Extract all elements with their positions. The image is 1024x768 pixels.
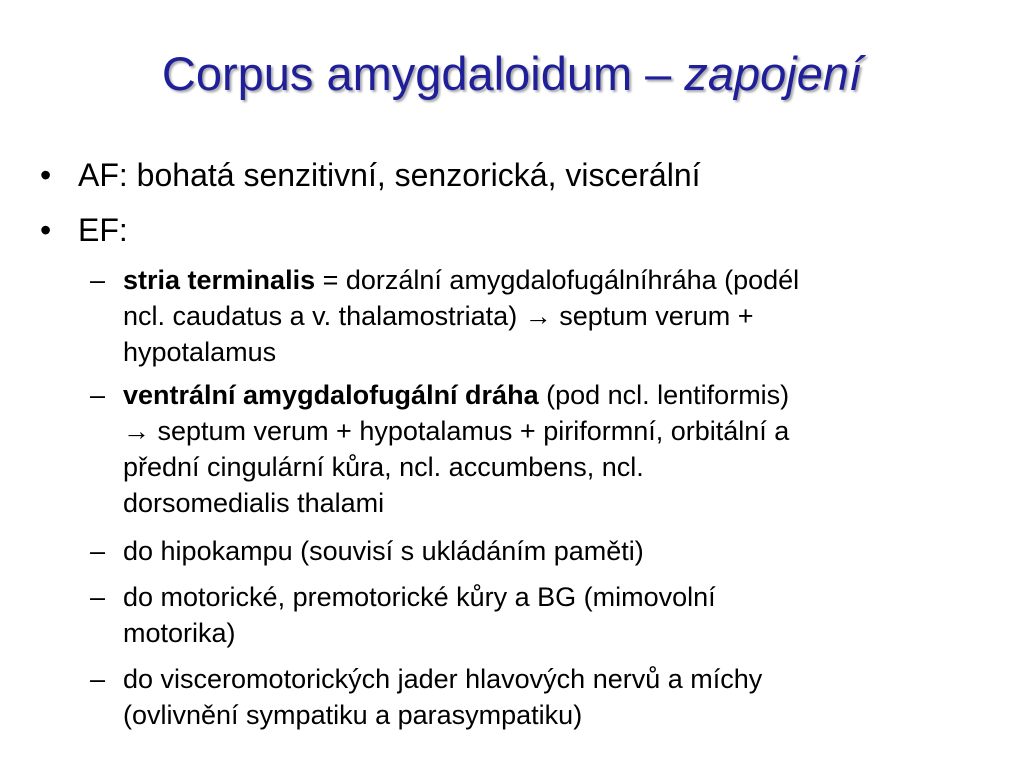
subitem-bold-term: ventrální amygdalofugální dráha (123, 380, 539, 410)
dash-icon: – (90, 265, 106, 295)
subitem-line: hypotalamus (123, 337, 277, 367)
ef-text: EF: (78, 212, 128, 248)
title-main: Corpus amygdaloidum – (161, 47, 685, 100)
dash-icon: – (90, 536, 106, 566)
dash-icon: – (90, 380, 106, 410)
subitem-line: (ovlivnění sympatiku a parasympatiku) (123, 700, 583, 730)
subitem-bold-term: stria terminalis (123, 265, 316, 295)
subitem-line: přední cingulární kůra, ncl. accumbens, ncl. (123, 452, 644, 482)
subitem-line: → septum verum + hypotalamus + piriformní, orbitální a (123, 416, 790, 446)
subitem-line: (pod ncl. lentiformis) (538, 380, 790, 410)
subitem-line: motorika) (123, 618, 236, 648)
subitem-line: do hipokampu (souvisí s ukládáním paměti) (123, 536, 644, 566)
bullet-icon: • (40, 212, 52, 248)
dash-icon: – (90, 664, 106, 694)
subitem-line: do motorické, premotorické kůry a BG (mimovolní (123, 582, 716, 612)
dash-icon: – (90, 582, 106, 612)
title-emphasis: zapojení (684, 47, 863, 100)
subitem-line: = dorzální amygdalofugálníhráha (podél (315, 265, 800, 295)
slide-title (0, 46, 1024, 102)
bullet-icon: • (40, 157, 52, 193)
af-text: AF: bohatá senzitivní, senzorická, viscerální (78, 157, 701, 193)
subitem-line: dorsomedialis thalami (123, 488, 385, 518)
subitem-line: do visceromotorických jader hlavových nervů a míchy (123, 664, 763, 694)
subitem-line: ncl. caudatus a v. thalamostriata) → septum verum + (123, 301, 754, 331)
